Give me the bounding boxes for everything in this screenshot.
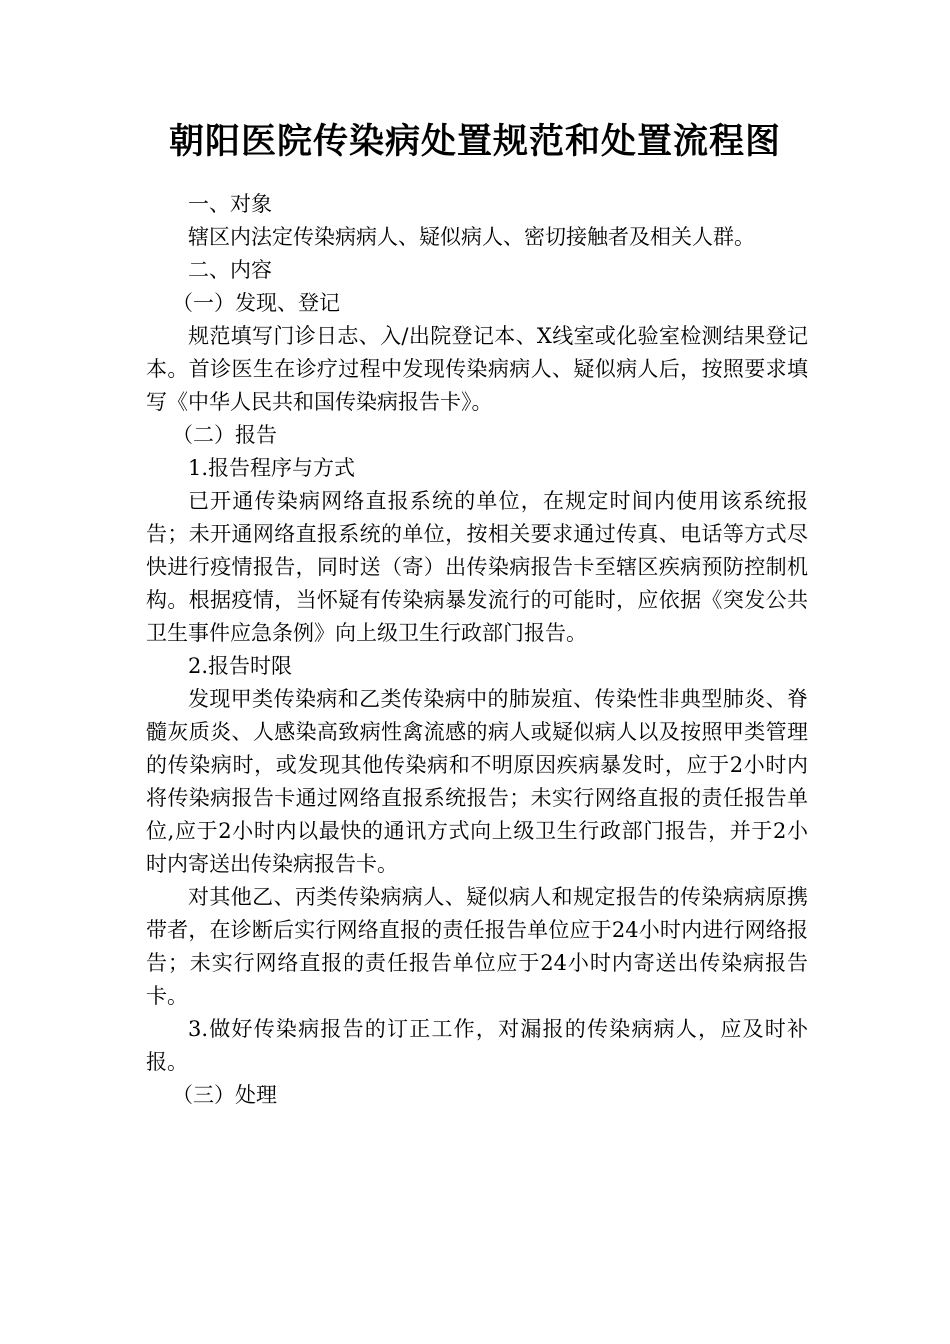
subsection-heading-report: （二）报告 [172, 423, 277, 447]
document-title: 朝阳医院传染病处置规范和处置流程图 [168, 122, 781, 162]
paragraph-report-procedure: 已开通传染病网络直报系统的单位，在规定时间内使用该系统报告；未开通网络直报系统的单位，按相关要求通过传真、电话等方式尽快进行疫情报告，同时送（寄）出传染病报告卡至辖区疾病预防控制机构。根据疫情，当怀疑有传染病暴发流行的可能时，应依据《突发公共卫生事件应急条例》向上级卫生行政部门报告。 [146, 489, 808, 645]
subsection-heading-handling: （三）处理 [172, 1083, 277, 1107]
subsection-heading-discovery: （一）发现、登记 [172, 291, 340, 315]
paragraph-other-diseases: 对其他乙、丙类传染病病人、疑似病人和规定报告的传染病病原携带者，在诊断后实行网络直报的责任报告单位应于24小时内进行网络报告；未实行网络直报的责任报告单位应于24小时内寄送出传染病报告卡。 [146, 885, 808, 1008]
paragraph-object-desc: 辖区内法定传染病病人、疑似病人、密切接触者及相关人群。 [188, 225, 755, 249]
section-heading-content: 二、内容 [188, 258, 272, 282]
item-heading-report-time-limit: 2.报告时限 [188, 654, 293, 678]
paragraph-discovery: 规范填写门诊日志、入/出院登记本、X线室或化验室检测结果登记本。首诊医生在诊疗过程中发现传染病病人、疑似病人后，按照要求填写《中华人民共和国传染病报告卡》。 [146, 324, 808, 414]
paragraph-report-time-limit: 发现甲类传染病和乙类传染病中的肺炭疽、传染性非典型肺炎、脊髓灰质炎、人感染高致病性禽流感的病人或疑似病人以及按照甲类管理的传染病时，或发现其他传染病和不明原因疾病暴发时，应于2小时内将传染病报告卡通过网络直报系统报告；未实行网络直报的责任报告单位,应于2小时内以最快的通讯方式向上级卫生行政部门报告，并于2小时内寄送出传染病报告卡。 [146, 687, 808, 876]
item-heading-report-procedure: 1.报告程序与方式 [188, 456, 356, 480]
item-report-correction: 3.做好传染病报告的订正工作，对漏报的传染病病人，应及时补报。 [146, 1017, 808, 1074]
section-heading-object: 一、对象 [188, 192, 272, 216]
document-body [146, 188, 808, 1112]
